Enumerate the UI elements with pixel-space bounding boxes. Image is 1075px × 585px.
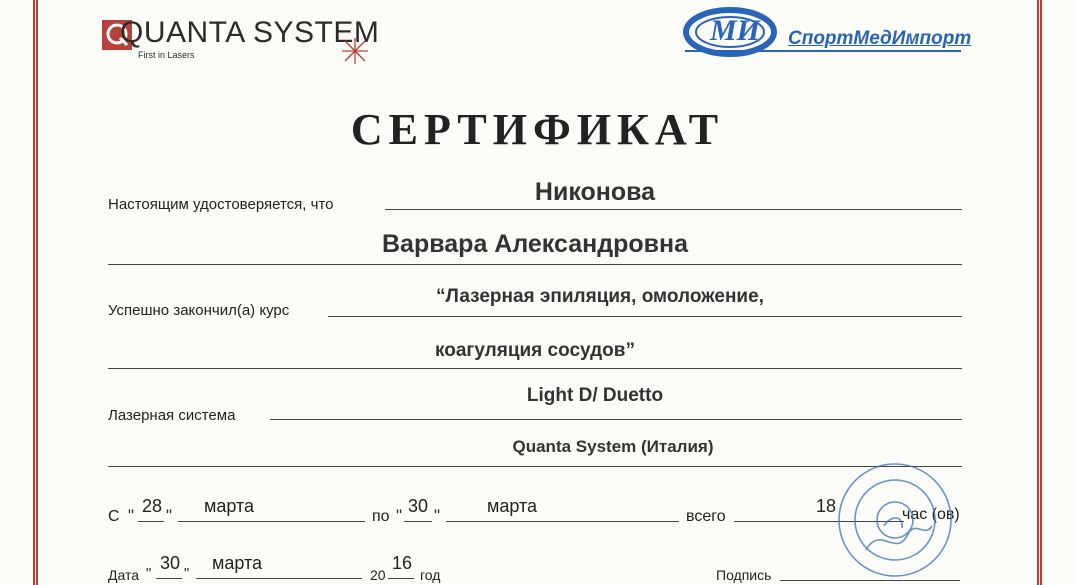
course-line-2: коагуляция сосудов” xyxy=(435,340,635,361)
total-label: всего xyxy=(686,508,726,525)
period-to-day: 30 xyxy=(408,496,429,516)
quanta-tagline: First in Lasers xyxy=(138,50,195,60)
issue-year-word: год xyxy=(420,567,441,583)
laser-line-1: Light D/ Duetto xyxy=(526,385,664,406)
surname-line xyxy=(385,209,962,210)
issue-date-label: Дата xyxy=(108,567,140,583)
hours-unit: час (ов) xyxy=(902,506,960,523)
certify-label: Настоящим удостоверяется, что xyxy=(108,196,334,213)
period-from-month: марта xyxy=(204,496,255,516)
period-from-day-line xyxy=(138,521,164,522)
period-to-label: по xyxy=(372,508,390,525)
company-stamp-icon xyxy=(836,454,954,585)
given-names: Варвара Александровна xyxy=(382,230,688,258)
laser-line-1-rule xyxy=(270,419,962,420)
sportmedimport-brand: СпортМедИмпорт xyxy=(788,28,972,49)
right-border xyxy=(1037,0,1042,585)
issue-month-line xyxy=(196,578,362,579)
issue-year-line xyxy=(388,578,414,579)
period-from-label: С xyxy=(108,508,120,525)
issue-year-prefix: 20 xyxy=(370,567,386,583)
laser-line-2-rule xyxy=(108,466,962,467)
course-label: Успешно закончил(а) курс xyxy=(108,302,290,319)
issue-quote-open: " xyxy=(146,565,152,582)
issue-quote-close: " xyxy=(184,565,190,582)
left-border xyxy=(33,0,38,585)
surname: Никонова xyxy=(534,178,656,206)
period-from-quote-close: " xyxy=(166,506,173,525)
course-line-2-rule xyxy=(108,368,962,369)
period-to-quote-open: " xyxy=(396,506,403,525)
quanta-brand: QUANTA SYSTEM xyxy=(120,16,380,49)
period-to-month-line xyxy=(446,521,679,522)
logo-rule xyxy=(685,50,961,52)
issue-year-suffix: 16 xyxy=(392,553,413,573)
laser-line-2: Quanta System (Италия) xyxy=(512,437,714,456)
laser-label: Лазерная система xyxy=(108,407,236,424)
star-burst-icon xyxy=(340,36,370,66)
given-names-line xyxy=(108,264,962,265)
period-from-quote-open: " xyxy=(128,506,135,525)
certificate-title: СЕРТИФИКАТ xyxy=(350,105,725,154)
sportmedimport-logo xyxy=(680,2,970,62)
period-to-day-line xyxy=(404,521,432,522)
issue-day-line xyxy=(156,578,182,579)
total-hours: 18 xyxy=(816,496,837,516)
course-line-1: “Лазерная эпиляция, омоложение, xyxy=(436,286,764,307)
issue-day: 30 xyxy=(160,553,181,573)
period-from-month-line xyxy=(178,521,365,522)
issue-month: марта xyxy=(212,553,263,573)
period-to-month: марта xyxy=(487,496,538,516)
period-from-day: 28 xyxy=(142,496,163,516)
course-line-1-rule xyxy=(328,316,962,317)
quanta-logo xyxy=(100,14,380,66)
signature-label: Подпись xyxy=(716,567,772,583)
period-to-quote-close: " xyxy=(434,506,441,525)
mi-mark: МИ xyxy=(710,14,761,47)
